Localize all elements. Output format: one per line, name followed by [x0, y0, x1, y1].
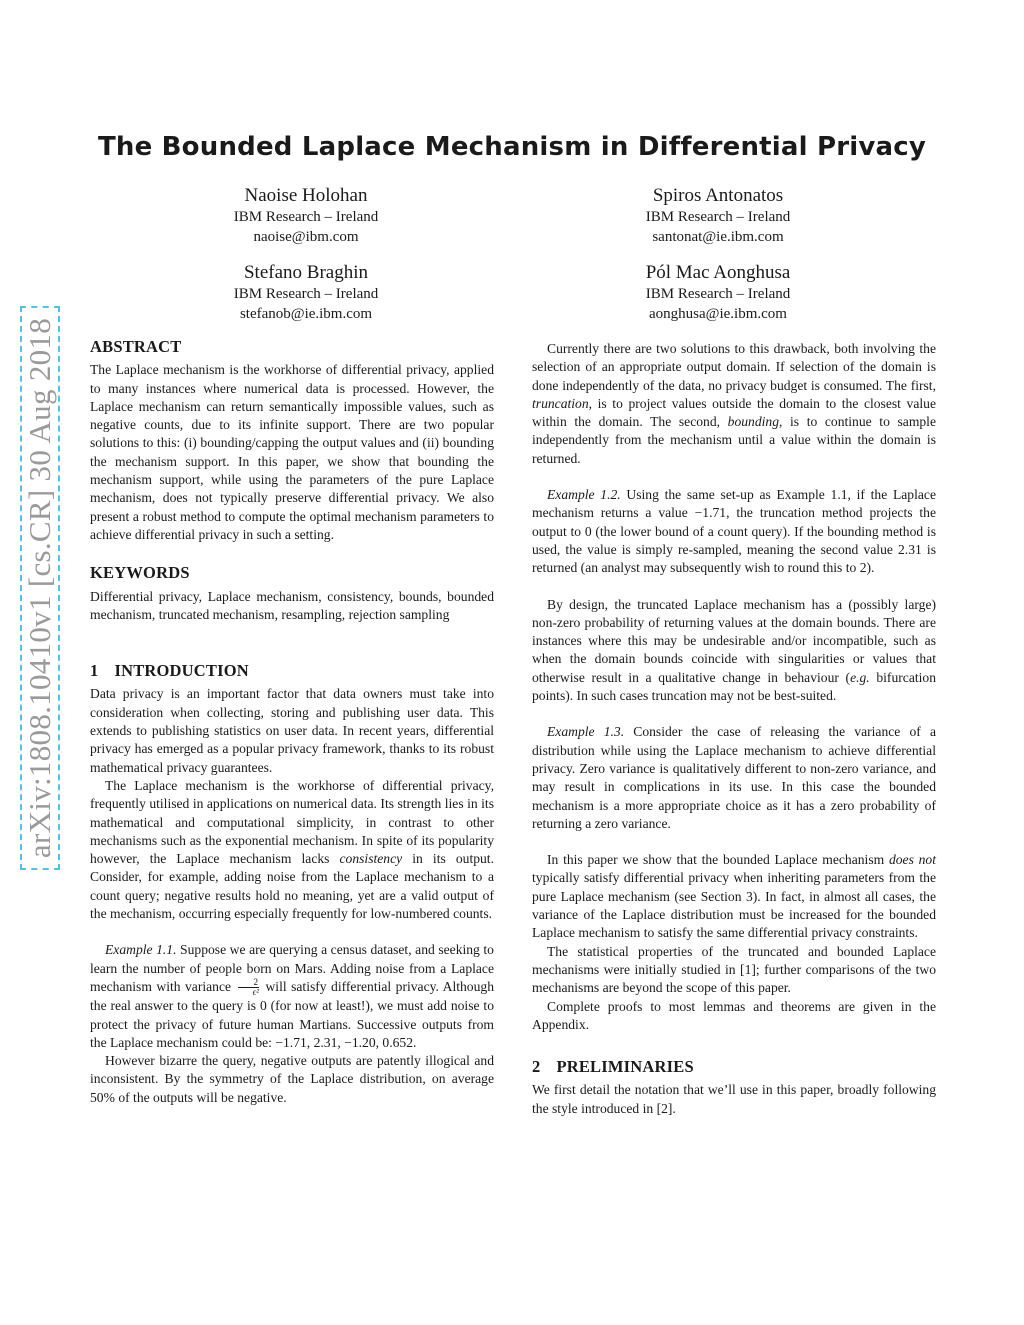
right-paragraph-1: Currently there are two solutions to this drawback, both involving the selection of an appropriate output domain. If selection of the domain is done independently of the data, no privacy budget is consumed. The first, truncation, is to project values outside the domain to the closest value within the domain. The second, bounding, is to continue to sample independently from the mechanism until a value within the domain is returned. — [532, 341, 936, 466]
example-label: Example 1.3. — [547, 724, 625, 740]
keywords-text: Differential privacy, Laplace mechanism, consistency, bounds, bounded mechanism, truncated mechanism, resampling, rejection sampling — [90, 588, 494, 622]
intro-paragraph-1: Data privacy is an important factor that data owners must take into consideration when collecting, storing and publishing user data. This extends to publishing statistics on user data. In recent years, differential privacy has emerged as a popular privacy framework, thanks to its robust mathematical privacy guarantees. — [90, 686, 494, 775]
abstract-text: The Laplace mechanism is the workhorse of differential privacy, applied to many instances where numerical data is processed. However, the Laplace mechanism can return semantically impossible values, such as negative counts, due to its infinite support. There are two popular solutions to this: (i) bounding/capping the output values and (ii) bounding the mechanism support. In this paper, we show that bounding the mechanism support, while using the parameters of the pure Laplace mechanism, does not typically preserve differential privacy. We also present a robust method to compute the optimal mechanism parameters to achieve differential privacy in such a setting. — [90, 362, 494, 542]
author-email[interactable]: santonat@ie.ibm.com — [652, 229, 784, 245]
example-1-1: Example 1.1. Suppose we are querying a census dataset, and seeking to learn the number of people born on Mars. Adding noise from a Laplace mechanism with variance $\frac{2}{\text{ϵ²}}$ will satisfy differential privacy. Although the real answer to the query is 0 (for now at least!), we must add noise to protect the privacy of future human Martians. Successive outputs from the Laplace mechanism could be: −1.71, 2.31, −1.20, 0.652. — [90, 942, 494, 1050]
right-paragraph-5: Complete proofs to most lemmas and theorems are given in the Appendix. — [532, 998, 936, 1032]
example-1-2: Example 1.2. Using the same set-up as Example 1.1, if the Laplace mechanism returns a value −1.71, the truncation method projects the output to 0 (the lower bound of a count query). If the bounding method is used, the value is simply re-sampled, meaning the second value 2.31 is returned (an analyst may subsequently wish to round this to 2). — [532, 487, 936, 576]
section-title: INTRODUCTION — [114, 661, 249, 681]
author-email[interactable]: stefanob@ie.ibm.com — [239, 306, 373, 322]
author-name: Spiros Antonatos — [652, 185, 784, 206]
author-block-4 — [568, 263, 868, 324]
right-paragraph-2: By design, the truncated Laplace mechanism has a (possibly large) non-zero probability of returning values at the domain bounds. There are instances where this may be undesirable and/or incompatible, such as when the domain bounds coincide with singularities or values that otherwise result in a qualitative change in behaviour (e.g. bifurcation points). In such cases truncation may not be best-suited. — [532, 596, 936, 704]
author-affiliation: IBM Research – Ireland — [233, 286, 379, 302]
example-label: Example 1.1. — [105, 942, 177, 958]
paper-title: The Bounded Laplace Mechanism in Differential Privacy — [97, 132, 927, 162]
section-title: PRELIMINARIES — [556, 1057, 694, 1077]
keywords-heading: KEYWORDS — [90, 563, 190, 583]
author-name: Stefano Braghin — [243, 262, 368, 283]
section-heading-preliminaries — [532, 1058, 936, 1076]
section-heading-introduction — [90, 662, 494, 680]
author-name: Naoise Holohan — [244, 185, 368, 206]
preliminaries-paragraph: We first detail the notation that we’ll use in this paper, broadly following the style introduced in [2]. — [532, 1082, 936, 1116]
author-affiliation: IBM Research – Ireland — [645, 209, 791, 225]
section-number: 1 — [90, 661, 99, 681]
author-block-2 — [568, 186, 868, 247]
right-column — [532, 340, 936, 1118]
example-1-3: Example 1.3. Consider the case of releasing the variance of a distribution while using the Laplace mechanism to achieve differential privacy. Zero variance is qualitatively different to non-zero variance, and may result in complications in its use. In this case the bounded mechanism is a more appropriate choice as it has a zero probability of returning a zero variance. — [532, 724, 936, 831]
intro-paragraph-2: The Laplace mechanism is the workhorse of differential privacy, frequently utilised in applications on numerical data. Its strength lies in its mathematical and computational simplicity, in contrast to other mechanisms such as the exponential mechanism. In spite of its popularity however, the Laplace mechanism lacks consistency in its output. Consider, for example, adding noise from the Laplace mechanism to a count query; negative results hold no meaning, yet are a valid output of the mechanism, occurring especially frequently for low-numbered counts. — [90, 777, 494, 922]
emphasis: truncation — [532, 395, 589, 411]
right-paragraph-4: The statistical properties of the truncated and bounded Laplace mechanisms were initially studied in [1]; further comparisons of the two mechanisms are beyond the scope of this paper. — [532, 943, 936, 996]
right-paragraph-3: In this paper we show that the bounded Laplace mechanism does not typically satisfy differential privacy when inheriting parameters from the pure Laplace mechanism (see Section 3). In fact, in almost all cases, the variance of the Laplace distribution must be increased for the bounded Laplace mechanism to satisfy the same differential privacy constraints. — [532, 852, 936, 941]
author-affiliation: IBM Research – Ireland — [233, 209, 379, 225]
author-affiliation: IBM Research – Ireland — [645, 286, 791, 302]
author-name: Pól Mac Aonghusa — [645, 262, 791, 283]
author-block-3 — [156, 263, 456, 324]
author-email[interactable]: naoise@ibm.com — [253, 229, 359, 245]
section-number: 2 — [532, 1057, 541, 1077]
abstract-heading: ABSTRACT — [90, 337, 182, 356]
emphasis: bounding — [727, 414, 779, 430]
emphasis: consistency — [339, 851, 403, 867]
emphasis: e.g. — [850, 669, 870, 685]
fraction-2-over-eps-squared: $\frac{2}{\text{ϵ²}}$ — [238, 978, 260, 997]
left-column — [90, 338, 494, 1107]
example-label: Example 1.2. — [547, 487, 621, 503]
author-email[interactable]: aonghusa@ie.ibm.com — [649, 306, 787, 322]
arxiv-identifier[interactable]: arXiv:1808.10410v1 [cs.CR] 30 Aug 2018 — [20, 306, 60, 870]
emphasis: does not — [888, 852, 936, 868]
intro-paragraph-3: However bizarre the query, negative outputs are patently illogical and inconsistent. By the symmetry of the Laplace distribution, on average 50% of the outputs will be negative. — [90, 1053, 494, 1105]
author-block-1 — [156, 186, 456, 247]
arxiv-sidebar — [22, 188, 58, 988]
